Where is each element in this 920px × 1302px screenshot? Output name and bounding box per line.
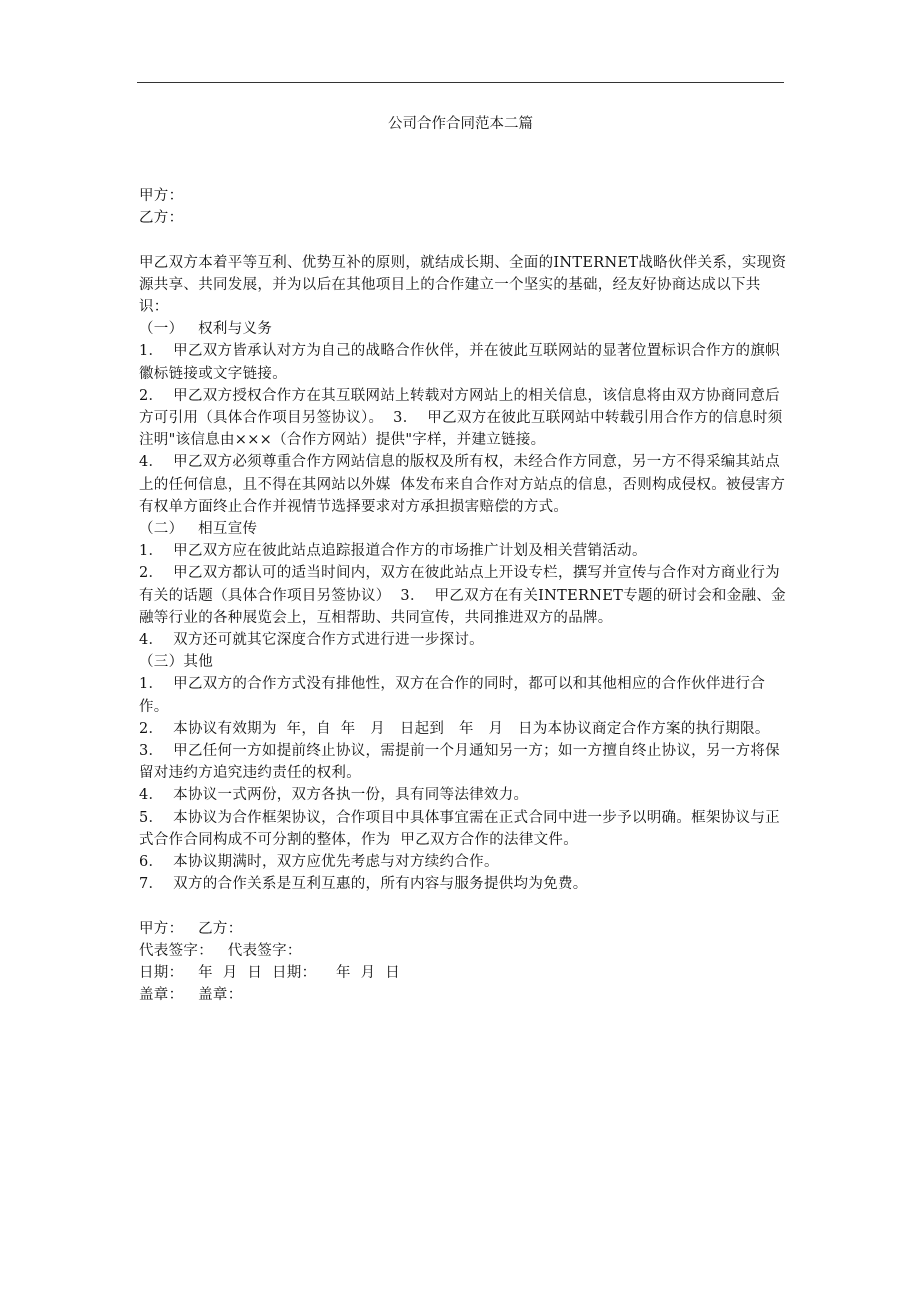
party-b-label: 乙方： — [139, 210, 184, 227]
clause-1-1: 1． 甲乙双方皆承认对方为自己的战略合作伙伴，并在彼此互联网站的显著位置标识合作方的旗帜徽标链接或文字链接。 — [139, 343, 780, 382]
section-heading-promotion: （二） 相互宣传 — [139, 521, 258, 538]
signature-dates: 日期： 年 月 日 日期： 年 月 日 — [139, 965, 401, 982]
document-body — [139, 185, 789, 1006]
clause-3-3: 3． 甲乙任何一方如提前终止协议，需提前一个月通知另一方；如一方擅自终止协议，另一方将保留对违约方追究违约责任的权利。 — [139, 743, 780, 782]
clause-1-4: 4． 甲乙双方必须尊重合作方网站信息的版权及所有权，未经合作方同意，另一方不得采编其站点上的任何信息，且不得在其网站以外媒 体发布来自合作对方站点的信息，否则构成侵权。被侵害方有权单方面终止合作并视情节选择要求对方承担损害赔偿的方式。 — [139, 454, 786, 515]
spacer — [139, 229, 789, 251]
document-title: 公司合作合同范本二篇 — [388, 116, 533, 132]
clause-3-5: 5． 本协议为合作框架协议，合作项目中具体事宜需在正式合同中进一步予以明确。框架协议与正式合作合同构成不可分割的整体，作为 甲乙双方合作的法律文件。 — [139, 809, 780, 848]
header-rule — [137, 82, 784, 83]
clause-2-4: 4． 双方还可就其它深度合作方式进行进一步探讨。 — [139, 632, 484, 649]
intro-paragraph: 甲乙双方本着平等互利、优势互补的原则，就结成长期、全面的INTERNET战略伙伴关系，实现资源共享、共同发展，并为以后在其他项目上的合作建立一个坚实的基础，经友好协商达成以下共识： — [139, 254, 787, 315]
signature-representatives: 代表签字： 代表签字： — [139, 942, 302, 959]
clause-3-4: 4． 本协议一式两份，双方各执一份，具有同等法律效力。 — [139, 787, 529, 804]
clause-3-2: 2． 本协议有效期为 年，自 年 月 日起到 年 月 日为本协议商定合作方案的执行期限。 — [139, 720, 770, 737]
party-a-label: 甲方： — [139, 188, 184, 204]
clause-3-1: 1． 甲乙双方的合作方式没有排他性，双方在合作的同时，都可以和其他相应的合作伙伴进行合作。 — [139, 676, 766, 715]
section-heading-other: （三）其他 — [139, 654, 213, 671]
clause-1-2: 2． 甲乙双方授权合作方在其互联网站上转载对方网站上的相关信息，该信息将由双方协商同意后方可引用（具体合作项目另签协议）。 3． 甲乙双方在彼此互联网站中转载引用合作方的信息时须注明"该信息由×××（合作方网站）提供"字样，并建立链接。 — [139, 387, 783, 449]
clause-3-7: 7． 双方的合作关系是互利互惠的，所有内容与服务提供均为免费。 — [139, 876, 588, 893]
section-heading-rights: （一） 权利与义务 — [139, 321, 273, 338]
clause-2-2: 2． 甲乙双方都认可的适当时间内，双方在彼此站点上开设专栏，撰写并宣传与合作对方商业行为有关的话题（具体合作项目另签协议） 3． 甲乙双方在有关INTERNET专题的研讨会和金融、金融等行业的各种展览会上，互相帮助、共同宣传，共同推进双方的品牌。 — [139, 565, 786, 626]
clause-2-1: 1． 甲乙双方应在彼此站点追踪报道合作方的市场推广计划及相关营销活动。 — [139, 543, 647, 560]
spacer — [139, 895, 789, 917]
signature-parties: 甲方： 乙方： — [139, 920, 243, 937]
clause-3-6: 6． 本协议期满时，双方应优先考虑与对方续约合作。 — [139, 854, 499, 871]
signature-seals: 盖章： 盖章： — [139, 987, 243, 1004]
